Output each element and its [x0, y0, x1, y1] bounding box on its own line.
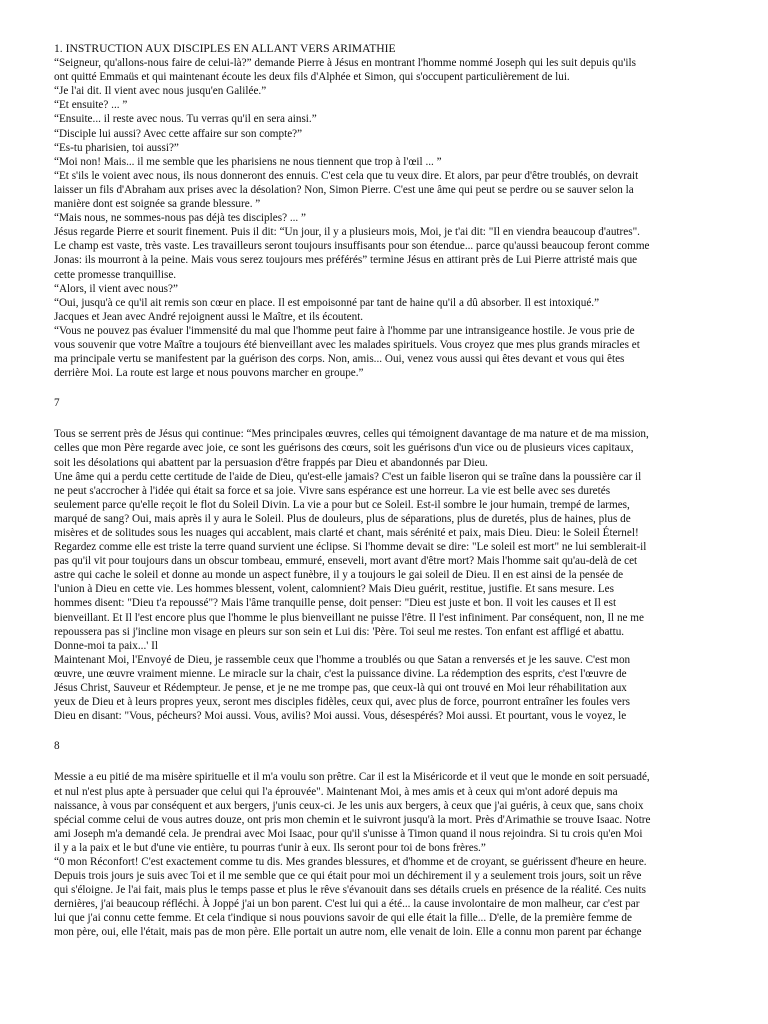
text-line: l'union à Dieu en cette vie. Les hommes blessent, volent, calomnient? Mais Dieu guérit, restitue, justifie. Et sans mesure. Les	[54, 583, 615, 596]
text-block-3	[54, 770, 728, 939]
text-line: “Mais nous, ne sommes-nous pas déjà tes disciples? ... ”	[54, 212, 306, 225]
text-line: manière dont est soignée sa grande blessure. ”	[54, 198, 261, 211]
text-line: pas qu'il vit pour toujours dans un obscur tombeau, emmuré, enseveli, mort avant d'être mort? Mais l'homme sait qu'au-delà de cet	[54, 555, 638, 568]
text-line: misères et de solitudes sous les nuages qui accablent, mais clarté et chant, mais sérénité et paix, mais Dieu. Dieu: le Soleil Éternel!	[54, 527, 639, 539]
text-line: “Vous ne pouvez pas évaluer l'immensité du mal que l'homme peut faire à l'homme par une intransigeance hostile. Je vous prie de	[54, 324, 635, 337]
text-line: Jésus regarde Pierre et sourit finement. Puis il dit: “Un jour, il y a plusieurs mois, Moi, je t'ai dit: "Il en viendra beaucoup d'autres".	[54, 226, 640, 239]
text-line: “Et ensuite? ... ”	[54, 99, 128, 112]
text-line: marqué de sang? Oui, mais après il y aura le Soleil. Plus de douleurs, plus de séparations, plus de duretés, plus de haines, plus de	[54, 512, 631, 525]
text-line: Depuis trois jours je suis avec Toi et il me semble que ce qui était pour moi un déchirement il y a seulement trois jours, soit un rêve	[54, 870, 642, 883]
text-line: œuvre, une œuvre vraiment mienne. Le miracle sur la chair, c'est la puissance divine. La rédemption des esprits, c'est l'œuvre de	[54, 667, 627, 680]
text-line: Maintenant Moi, l'Envoyé de Dieu, je rassemble ceux que l'homme a troublés ou que Satan a renversés et je les sauve. C'est mon	[54, 653, 631, 666]
page-number-8: 8	[54, 740, 60, 753]
page-number-7: 7	[54, 397, 60, 410]
text-line: spécial comme celui de vous autres douze, ont pris mon chemin et le suivront jusqu'à la mort. Près d'Arimathie se trouve Isaac. Notre	[54, 813, 651, 826]
text-block-2	[54, 427, 728, 723]
text-line: Une âme qui a perdu cette certitude de l'aide de Dieu, qu'est-elle jamais? C'est un faible liseron qui se traîne dans la poussière car il	[54, 470, 642, 483]
text-line: “Alors, il vient avec nous?”	[54, 282, 178, 295]
text-line: vous souvenir que votre Maître a toujours été bienveillant avec les malades spirituels. Vous croyez que mes plus grands miracles et	[54, 338, 640, 351]
text-line: “Disciple lui aussi? Avec cette affaire sur son compte?”	[54, 127, 303, 140]
text-line: Jonas: ils mourront à la peine. Mais vous serez toujours mes préférés” termine Jésus en attirant près de Lui Pierre attristé mais que	[54, 254, 638, 267]
text-line: Regardez comme elle est triste la terre quand survient une éclipse. Si l'homme devait se dire: "Le soleil est mort" ne lui semblerait-il	[54, 541, 647, 554]
text-line: seulement parce qu'elle reçoit le flot du Soleil Divin. La vie a pour but ce Soleil. Est-il sombre le jour humain, trempé de larmes,	[54, 498, 630, 511]
text-line: Jésus Christ, Sauveur et Rédempteur. Je pense, et je ne me trompe pas, que ceux-là qui ont trouvé en Moi leur réhabilitation aux	[54, 682, 627, 695]
text-line: “Je l'ai dit. Il vient avec nous jusqu'en Galilée.”	[54, 85, 267, 98]
text-line: “Es-tu pharisien, toi aussi?”	[54, 141, 179, 154]
text-line: et nul n'est plus apte à persuader que celui qui l'a éprouvée". Maintenant Moi, à mes amis et à ceux qui m'ont adoré depuis ma	[54, 785, 618, 798]
text-line: “Ensuite... il reste avec nous. Tu verras qu'il en sera ainsi.”	[54, 113, 317, 126]
text-line: lui que j'ai connu cette femme. Et cela t'indique si nous pouvions savoir de qui elle était la fille... D'elle, de la première femme de	[54, 912, 632, 925]
text-line: ami Joseph m'a demandé cela. Je prendrai avec Moi Isaac, pour qu'il s'unisse à Timon quand il nous rejoindra. Si tu crois qu'en Moi	[54, 827, 643, 840]
text-line: “Moi non! Mais... il me semble que les pharisiens ne nous tiennent que trop à l'œil ... ”	[54, 155, 442, 168]
text-line: Jacques et Jean avec André rejoignent aussi le Maître, et ils écoutent.	[54, 310, 364, 323]
text-line: “Oui, jusqu'à ce qu'il ait remis son cœur en place. Il est empoisonné par tant de haine qu'il a dû absorber. Il est intoxiqué.”	[54, 296, 600, 309]
text-line: Dieu en disant: "Vous, pécheurs? Moi aussi. Vous, avilis? Moi aussi. Vous, désespérés? Moi aussi. Et pourtant, vous le voyez, le	[54, 710, 627, 723]
text-line: astre qui cache le soleil et donne au monde un aspect funèbre, il y a toujours le gai soleil de Dieu. Il en est ainsi de la pensée de	[54, 569, 624, 582]
text-line: hommes disent: "Dieu t'a repoussé"? Mais l'âme tranquille pense, doit penser: "Dieu est juste et bon. Il voit les causes et Il est	[54, 597, 617, 610]
text-line: il y a la paix et le but d'une vie entière, tu pourras t'unir à eux. Ils seront pour toi de bons frères.”	[54, 841, 486, 854]
text-line: ne peut s'accrocher à l'idée qui était sa force et sa joie. Vivre sans espérance est une horreur. La vie est belle avec ses duretés	[54, 484, 611, 497]
text-line: Tous se serrent près de Jésus qui continue: “Mes principales œuvres, celles qui témoignent davantage de ma nature et de ma mission,	[54, 428, 649, 441]
text-line: ma principale vertu se manifestent par la guérison des corps. Non, amis... Oui, venez vous aussi qui êtes devant et vous qui êtes	[54, 353, 625, 366]
text-line: Le champ est vaste, très vaste. Les travailleurs seront toujours insuffisants pour son étendue... parce qu'aussi beaucoup feront comme	[54, 240, 650, 253]
text-line: “Et s'ils le voient avec nous, ils nous donneront des ennuis. C'est cela que tu veux dire. Et alors, par peur d'être troublés, on devrait	[54, 169, 639, 182]
text-line: celles que mon Père regarde avec joie, ce sont les guérisons des cœurs, soit les guérisons d'un vice ou de plusieurs vices capitaux,	[54, 442, 634, 455]
text-line: mon père, oui, elle l'était, mais pas de mon père. Elle portait un autre nom, elle venait de loin. Elle a connu mon parent par échange	[54, 926, 642, 939]
text-line: yeux de Dieu et à leurs propres yeux, seront mes disciples fidèles, ceux qui, avec plus de force, pourront entraîner les foules vers	[54, 696, 630, 709]
text-line: soit les désolations qui abattent par la persuasion d'être frappés par Dieu et abandonnés par Dieu.	[54, 456, 488, 469]
text-line: naissance, à vous par conséquent et aux bergers, j'unis ceux-ci. Je les unis aux bergers, à ceux que j'ai guéris, à ceux que, sans choix	[54, 799, 644, 812]
text-line: qui s'éloigne. Je l'ai fait, mais plus le temps passe et plus le rêve s'évanouit dans ses détails cruels en présence de la réalité. Ces nuits	[54, 884, 646, 897]
text-line: ont quitté Emmaüs et qui maintenant écoute les deux fils d'Alphée et Simon, qui s'occupent particulièrement de lui.	[54, 71, 570, 84]
text-line: laisser un fils d'Abraham aux prises avec la désolation? Non, Simon Pierre. C'est une âme qui peut se perdre ou se sauver selon la	[54, 183, 634, 196]
document-title: 1. INSTRUCTION AUX DISCIPLES EN ALLANT VERS ARIMATHIE	[54, 42, 396, 55]
text-line: cette promesse tranquillise.	[54, 268, 177, 281]
text-line: Messie a eu pitié de ma misère spirituelle et il m'a voulu son prêtre. Car il est la Miséricorde et il veut que le monde en soit persuadé,	[54, 771, 650, 784]
text-line: “Seigneur, qu'allons-nous faire de celui-là?” demande Pierre à Jésus en montrant l'homme nommé Joseph qui les suit depuis qu'ils	[54, 57, 636, 70]
text-block-1	[54, 56, 728, 380]
text-line: bienveillant. Et Il l'est encore plus que l'homme le plus bienveillant ne puisse l'être. Il l'est infiniment. Par conséquent, non, Il ne me	[54, 611, 644, 624]
text-line: Donne-moi ta paix...' Il	[54, 639, 158, 652]
text-line: dernières, j'ai beaucoup réfléchi. À Joppé j'ai un bon parent. C'est lui qui a été... la cause involontaire de mon malheur, car c'est par	[54, 898, 640, 911]
text-line: derrière Moi. La route est large et nous pouvons marcher en groupe.”	[54, 367, 364, 380]
text-line: repoussera pas si j'incline mon visage en pleurs sur son sein et Lui dis: 'Père. Toi seul me restes. Ton enfant est affligé et abattu.	[54, 625, 625, 638]
text-line: “0 mon Réconfort! C'est exactement comme tu dis. Mes grandes blessures, et d'homme et de croyant, se guérissent d'heure en heure.	[54, 855, 647, 868]
